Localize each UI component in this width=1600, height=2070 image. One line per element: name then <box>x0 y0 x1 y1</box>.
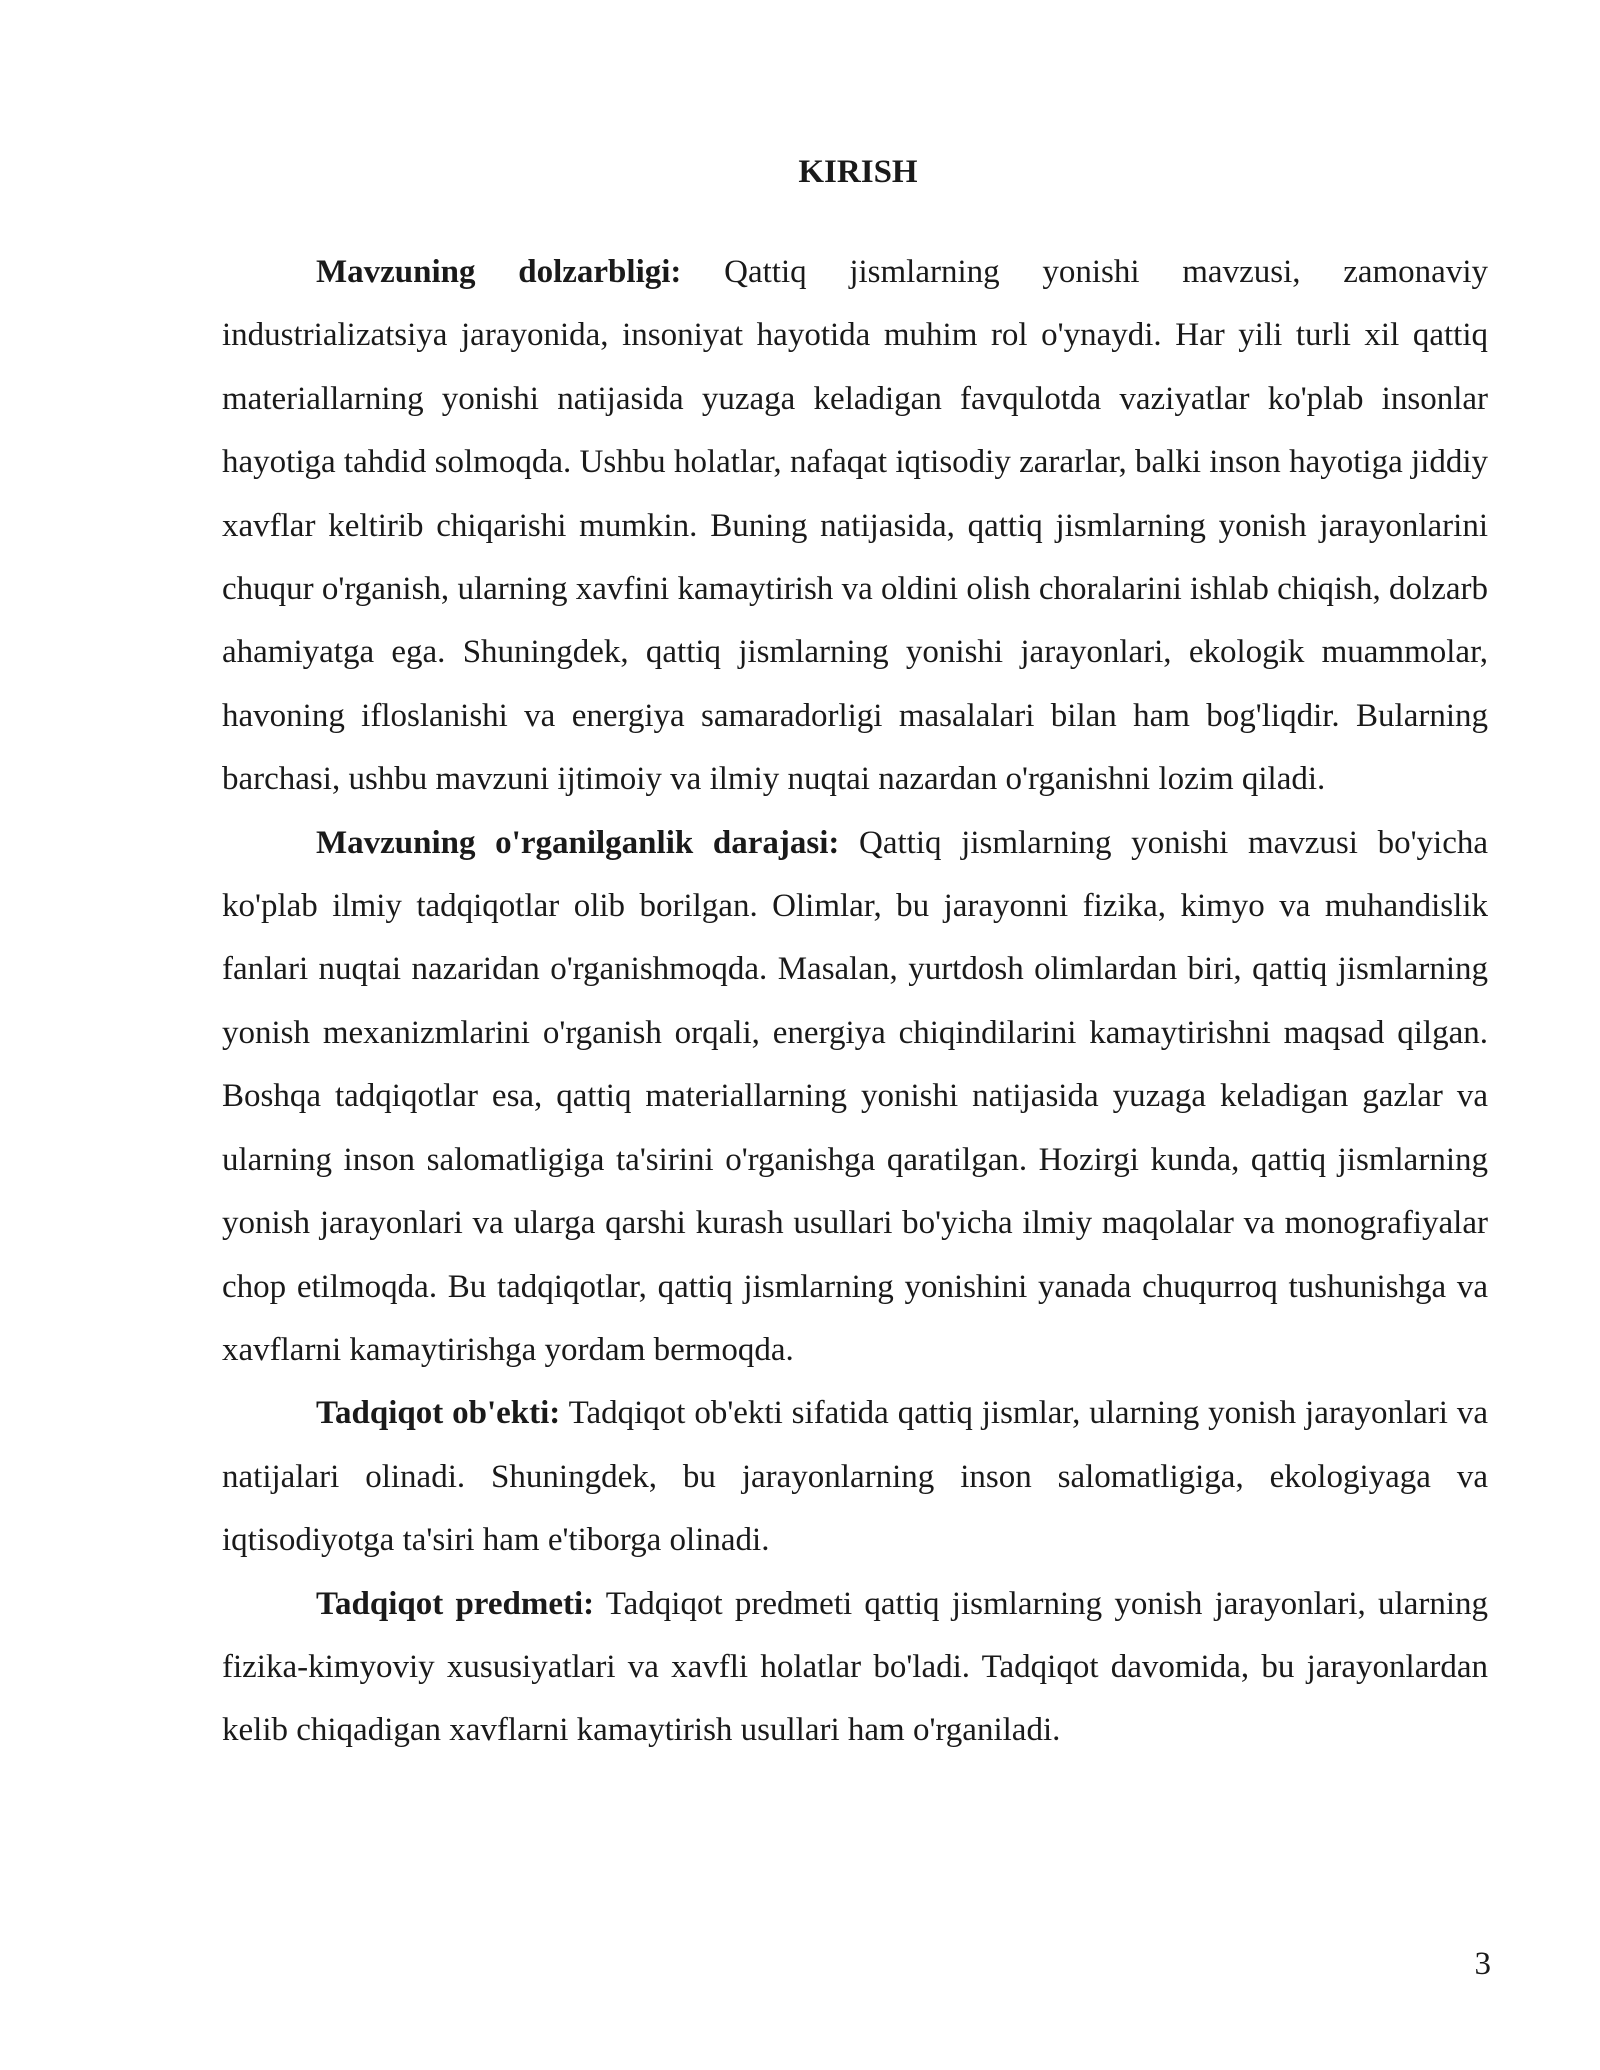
section-title: KIRISH <box>798 154 918 190</box>
paragraph-study-level <box>222 812 1488 1383</box>
paragraph-research-subject <box>222 1573 1488 1763</box>
paragraph-lead: Tadqiqot predmeti: <box>316 1585 595 1622</box>
paragraph-lead: Tadqiqot ob'ekti: <box>316 1395 561 1432</box>
paragraph-lead: Mavzuning dolzarbligi: <box>316 254 682 290</box>
page-number: 3 <box>1474 1946 1491 1982</box>
paragraph-research-object <box>222 1382 1488 1572</box>
paragraph-text: Qattiq jismlarning yonishi mavzusi, zamonaviy industrializatsiya jarayonida, insoniyat hayotida muhim rol o'ynaydi. Har yili turli xil qattiq materiallarning yonishi natijasida yuzaga keladigan favqulotda vaziyatlar ko'plab insonlar hayotiga tahdid solmoqda. Ushbu holatlar, nafaqat iqtisodiy zararlar, balki inson hayotiga jiddiy xavflar keltirib chiqarishi mumkin. Buning natijasida, qattiq jismlarning yonish jarayonlarini chuqur o'rganish, ularning xavfini kamaytirish va oldini olish choralarini ishlab chiqish, dolzarb ahamiyatga ega. Shuningdek, qattiq jismlarning yonishi jarayonlari, ekologik muammolar, havoning ifloslanishi va energiya samaradorligi masalalari bilan ham bog'liqdir. Bularning barchasi, ushbu mavzuni ijtimoiy va ilmiy nuqtai nazardan o'rganishni lozim qiladi. <box>222 254 1488 798</box>
paragraph-relevance <box>222 241 1488 812</box>
paragraph-text: Qattiq jismlarning yonishi mavzusi bo'yicha ko'plab ilmiy tadqiqotlar olib borilgan. Olimlar, bu jarayonni fizika, kimyo va muhandislik fanlari nuqtai nazaridan o'rganishmoqda. Masalan, yurtdosh olimlardan biri, qattiq jismlarning yonish mexanizmlarini o'rganish orqali, energiya chiqindilarini kamaytirishni maqsad qilgan. Boshqa tadqiqotlar esa, qattiq materiallarning yonishi natijasida yuzaga keladigan gazlar va ularning inson salomatligiga ta'sirini o'rganishga qaratilgan. Hozirgi kunda, qattiq jismlarning yonish jarayonlari va ularga qarshi kurash usullari bo'yicha ilmiy maqolalar va monografiyalar chop etilmoqda. Bu tadqiqotlar, qattiq jismlarning yonishini yanada chuqurroq tushunishga va xavflarni kamaytirishga yordam bermoqda. <box>222 824 1489 1368</box>
paragraph-text: Tadqiqot ob'ekti sifatida qattiq jismlar, ularning yonish jarayonlari va natijalari olinadi. Shuningdek, bu jarayonlarning inson salomatligiga, ekologiyaga va iqtisodiyotga ta'siri ham e'tiborga olinadi. <box>222 1395 1489 1559</box>
paragraph-text: Tadqiqot predmeti qattiq jismlarning yonish jarayonlari, ularning fizika-kimyoviy xususiyatlari va xavfli holatlar bo'ladi. Tadqiqot davomida, bu jarayonlardan kelib chiqadigan xavflarni kamaytirish usullari ham o'rganiladi. <box>222 1585 1489 1749</box>
paragraph-lead: Mavzuning o'rganilganlik darajasi: <box>316 824 840 861</box>
document-body <box>222 241 1488 1763</box>
